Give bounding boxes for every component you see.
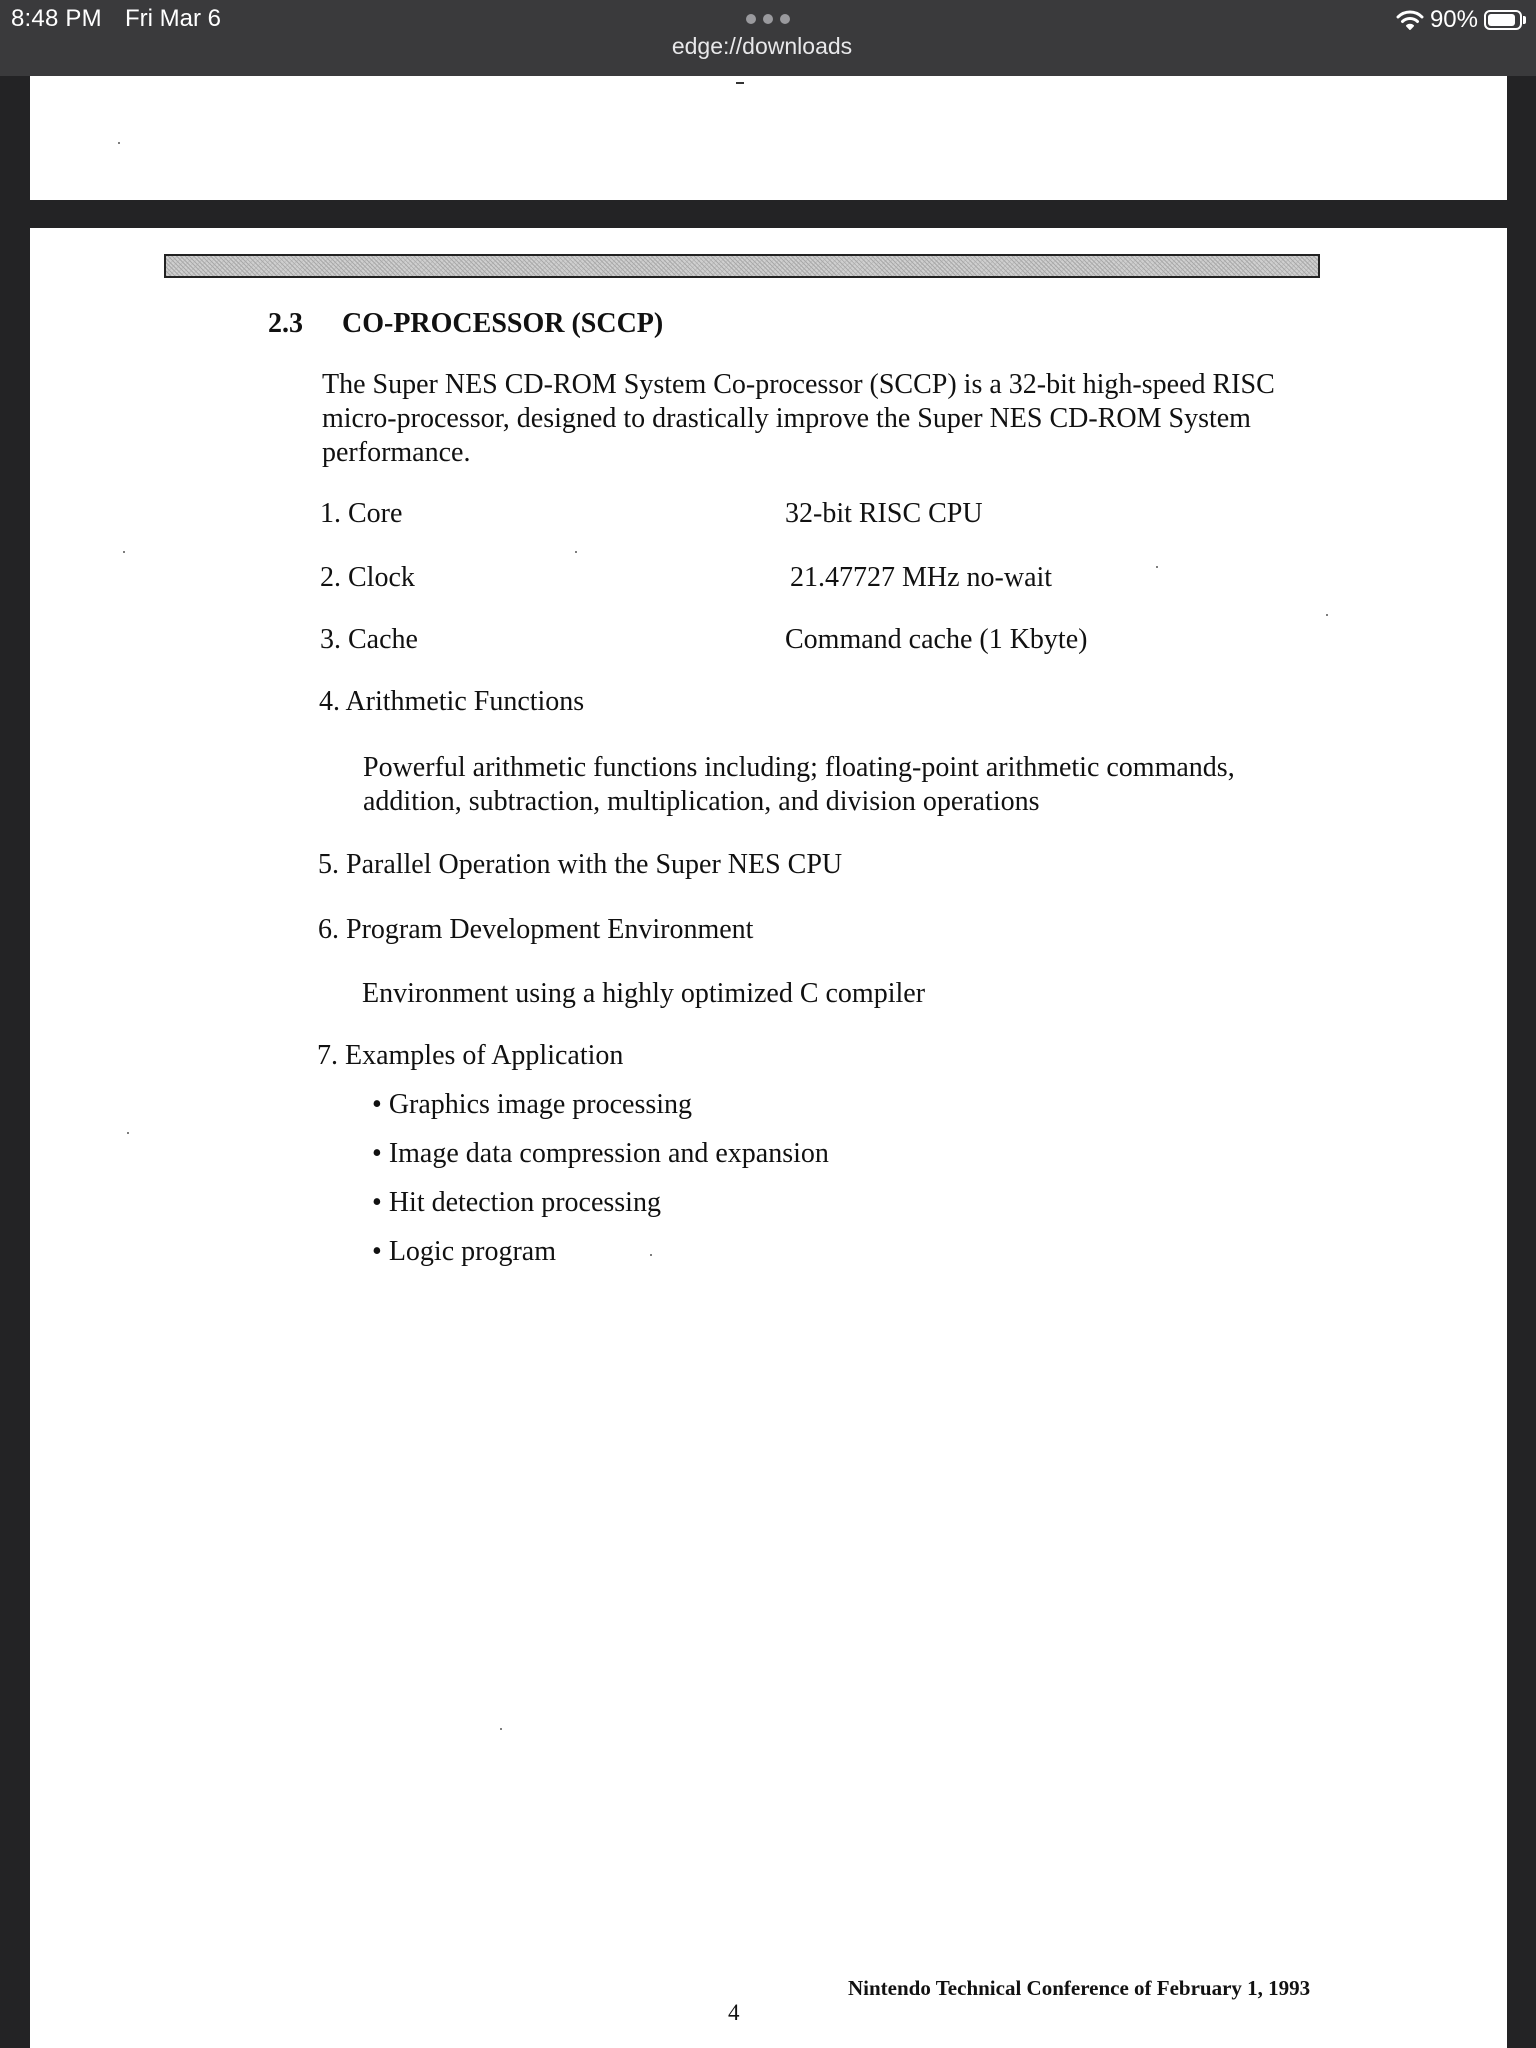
intro-line: The Super NES CD-ROM System Co-processor (SCCP) is a 32-bit high-speed RISC xyxy=(322,369,1275,400)
scan-speck xyxy=(1156,566,1158,568)
page-mark xyxy=(736,76,744,84)
section-number: 2.3 xyxy=(268,308,303,339)
status-time: 8:48 PM xyxy=(11,5,102,32)
spec-item-cache-value: Command cache (1 Kbyte) xyxy=(785,624,1088,655)
battery-icon xyxy=(1484,10,1522,30)
status-date: Fri Mar 6 xyxy=(125,5,221,32)
application-list-item: • Image data compression and expansion xyxy=(372,1138,829,1169)
application-list-item: • Logic program xyxy=(372,1236,556,1267)
spec-item-clock-label: 2. Clock xyxy=(320,562,415,593)
application-list-item: • Hit detection processing xyxy=(372,1187,661,1218)
scan-speck xyxy=(500,1728,502,1730)
scan-speck xyxy=(118,142,120,144)
application-text: Hit detection processing xyxy=(388,1187,661,1218)
footer-conference: Nintendo Technical Conference of February 1, 1993 xyxy=(848,1976,1311,2000)
scan-speck xyxy=(650,1254,652,1256)
spec-item-cache-label: 3. Cache xyxy=(320,624,418,655)
application-text: Logic program xyxy=(388,1236,556,1267)
scan-speck xyxy=(1326,614,1328,616)
spec-item-environment-label: 6. Program Development Environment xyxy=(318,914,754,945)
battery-fill xyxy=(1488,14,1515,26)
intro-line: performance. xyxy=(322,437,471,468)
environment-description: Environment using a highly optimized C compiler xyxy=(362,978,926,1009)
spec-item-core-value: 32-bit RISC CPU xyxy=(785,498,983,529)
status-indicators xyxy=(1396,6,1526,34)
spec-item-core-label: 1. Core xyxy=(320,498,403,529)
application-text: Graphics image processing xyxy=(388,1089,693,1120)
battery-nub xyxy=(1523,16,1526,24)
intro-paragraph xyxy=(322,368,1275,470)
arithmetic-desc-line: Powerful arithmetic functions including; floating-point arithmetic commands, xyxy=(363,752,1235,783)
section-header-bar xyxy=(164,254,1320,278)
section-title: CO-PROCESSOR (SCCP) xyxy=(342,308,664,339)
intro-line: micro-processor, designed to drastically improve the Super NES CD-ROM System xyxy=(322,403,1251,434)
battery-percent: 90% xyxy=(1429,6,1478,33)
arithmetic-desc-line: addition, subtraction, multiplication, and division operations xyxy=(363,786,1040,817)
scan-speck xyxy=(127,1132,129,1134)
application-list-item: • Graphics image processing xyxy=(372,1089,693,1120)
wifi-icon xyxy=(1396,9,1424,31)
previous-page xyxy=(30,76,1507,200)
application-text: Image data compression and expansion xyxy=(388,1138,829,1169)
spec-item-parallel-label: 5. Parallel Operation with the Super NES CPU xyxy=(318,849,843,880)
status-bar xyxy=(0,0,1536,76)
address-url[interactable]: edge://downloads xyxy=(671,33,853,59)
spec-item-examples-label: 7. Examples of Application xyxy=(317,1040,624,1071)
multitasking-dots-icon[interactable] xyxy=(746,14,790,24)
scan-speck xyxy=(123,551,125,553)
spec-item-clock-value: 21.47727 MHz no-wait xyxy=(790,562,1053,593)
spec-item-arithmetic-label: 4. Arithmetic Functions xyxy=(319,686,585,717)
scan-speck xyxy=(575,551,577,553)
arithmetic-description xyxy=(363,751,1235,819)
page-number: 4 xyxy=(728,2000,740,2025)
document-page xyxy=(30,228,1507,2048)
